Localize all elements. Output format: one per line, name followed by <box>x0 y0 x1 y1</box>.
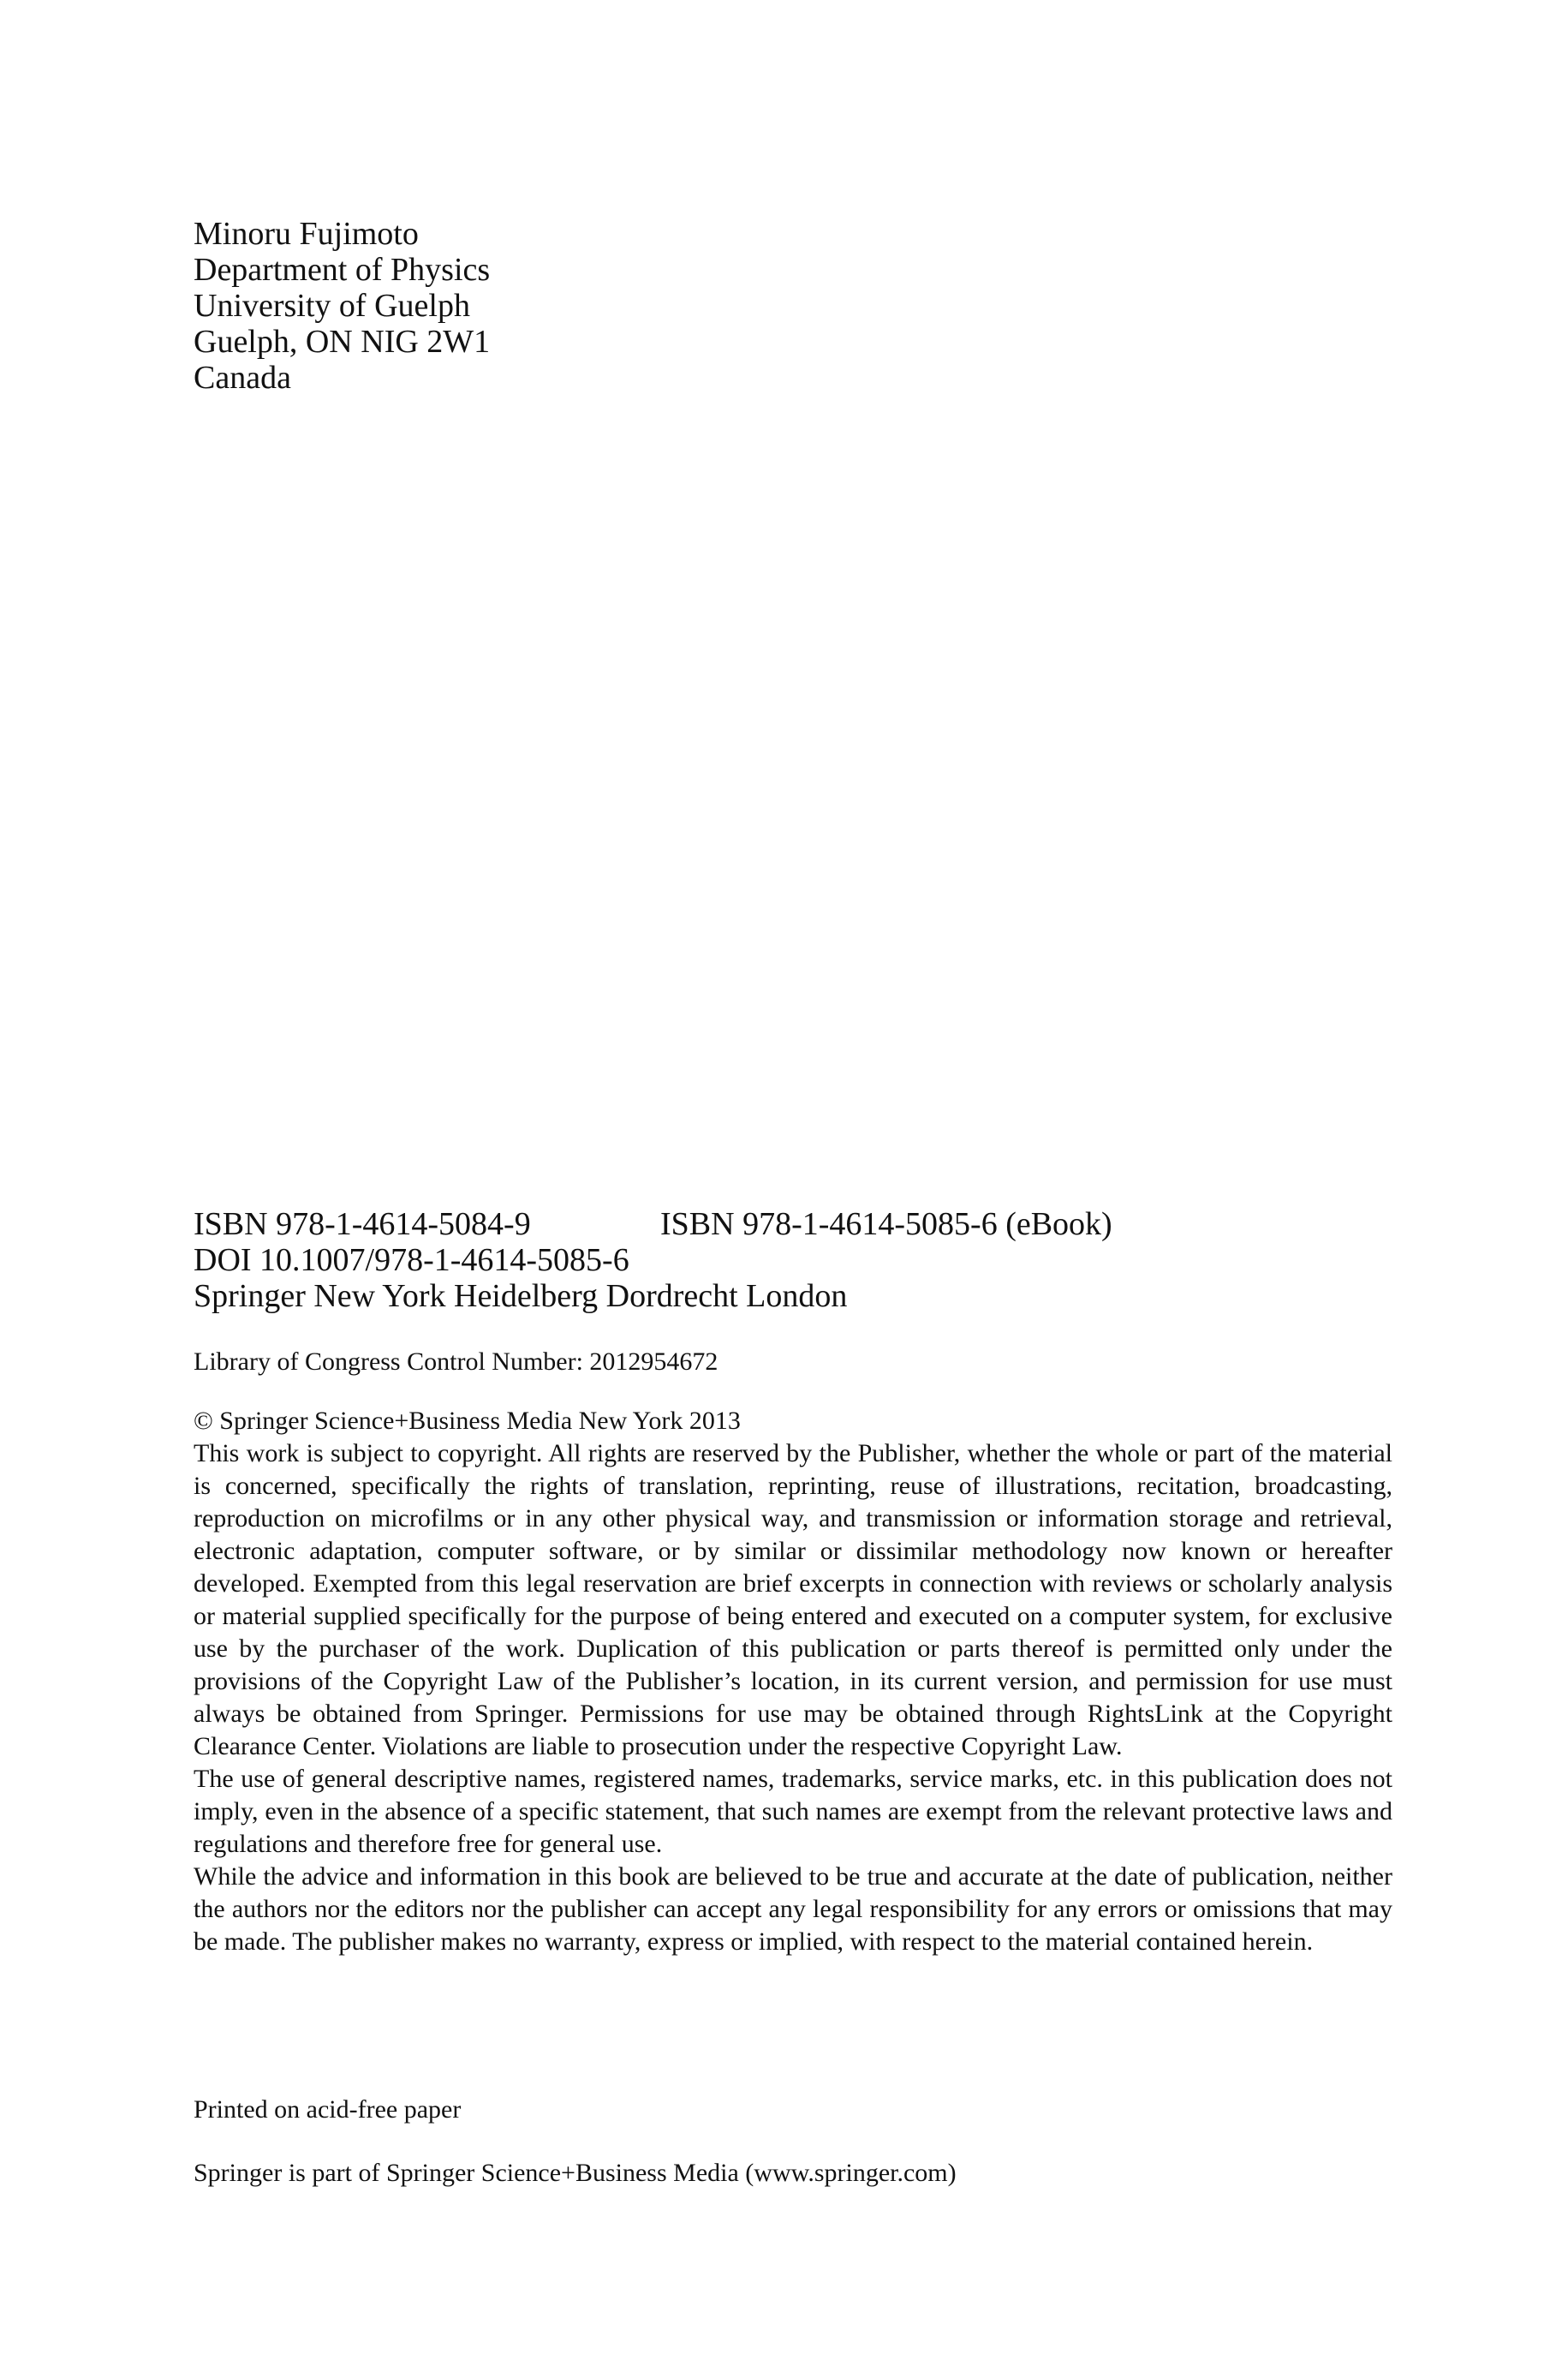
printed-note: Printed on acid-free paper <box>194 2095 462 2124</box>
isbn-row <box>194 1206 1392 1242</box>
isbn-ebook: ISBN 978-1-4614-5085-6 (eBook) <box>660 1206 1112 1242</box>
publisher-locations: Springer New York Heidelberg Dordrecht London <box>194 1278 848 1314</box>
isbn-print: ISBN 978-1-4614-5084-9 <box>194 1206 531 1242</box>
author-name: Minoru Fujimoto <box>194 216 419 252</box>
author-university: University of Guelph <box>194 288 470 324</box>
doi: DOI 10.1007/978-1-4614-5085-6 <box>194 1242 629 1278</box>
author-city: Guelph, ON NIG 2W1 <box>194 324 491 360</box>
author-department: Department of Physics <box>194 252 491 288</box>
copyright-paragraph-rights: This work is subject to copyright. All rights are reserved by the Publisher, whether the whole or part of the material is concerned, specifically the rights of translation, reprinting, reuse of illustrations, recitation, broadcasting, reproduction on microfilms or in any other physical way, and transmission or information storage and retrieval, electronic adaptation, computer software, or by similar or dissimilar methodology now known or hereafter developed. Exempted from this legal reservation are brief excerpts in connection with reviews or scholarly analysis or material supplied specifically for the purpose of being entered and executed on a computer system, for exclusive use by the purchaser of the work. Duplication of this publication or parts thereof is permitted only under the provisions of the Copyright Law of the Publisher’s location, in its current version, and permission for use must always be obtained from Springer. Permissions for use may be obtained through RightsLink at the Copyright Clearance Center. Violations are liable to prosecution under the respective Copyright Law. <box>194 1439 1392 1760</box>
author-country: Canada <box>194 360 291 396</box>
isbn-block <box>194 1206 1392 1314</box>
author-address-block <box>194 216 490 396</box>
copyright-block <box>194 1405 1392 1958</box>
springer-part-note: Springer is part of Springer Science+Business Media (www.springer.com) <box>194 2159 957 2187</box>
lccn: Library of Congress Control Number: 2012954672 <box>194 1347 718 1376</box>
copyright-notice: © Springer Science+Business Media New York 2013 <box>194 1407 741 1435</box>
copyright-paragraph-names: The use of general descriptive names, registered names, trademarks, service marks, etc. in this publication does not imply, even in the absence of a specific statement, that such names are exempt from the relevant protective laws and regulations and therefore free for general use. <box>194 1765 1392 1858</box>
copyright-paragraph-advice: While the advice and information in this book are believed to be true and accurate at the date of publication, neither the authors nor the editors nor the publisher can accept any legal responsibility for any errors or omissions that may be made. The publisher makes no warranty, express or implied, with respect to the material contained herein. <box>194 1862 1392 1956</box>
